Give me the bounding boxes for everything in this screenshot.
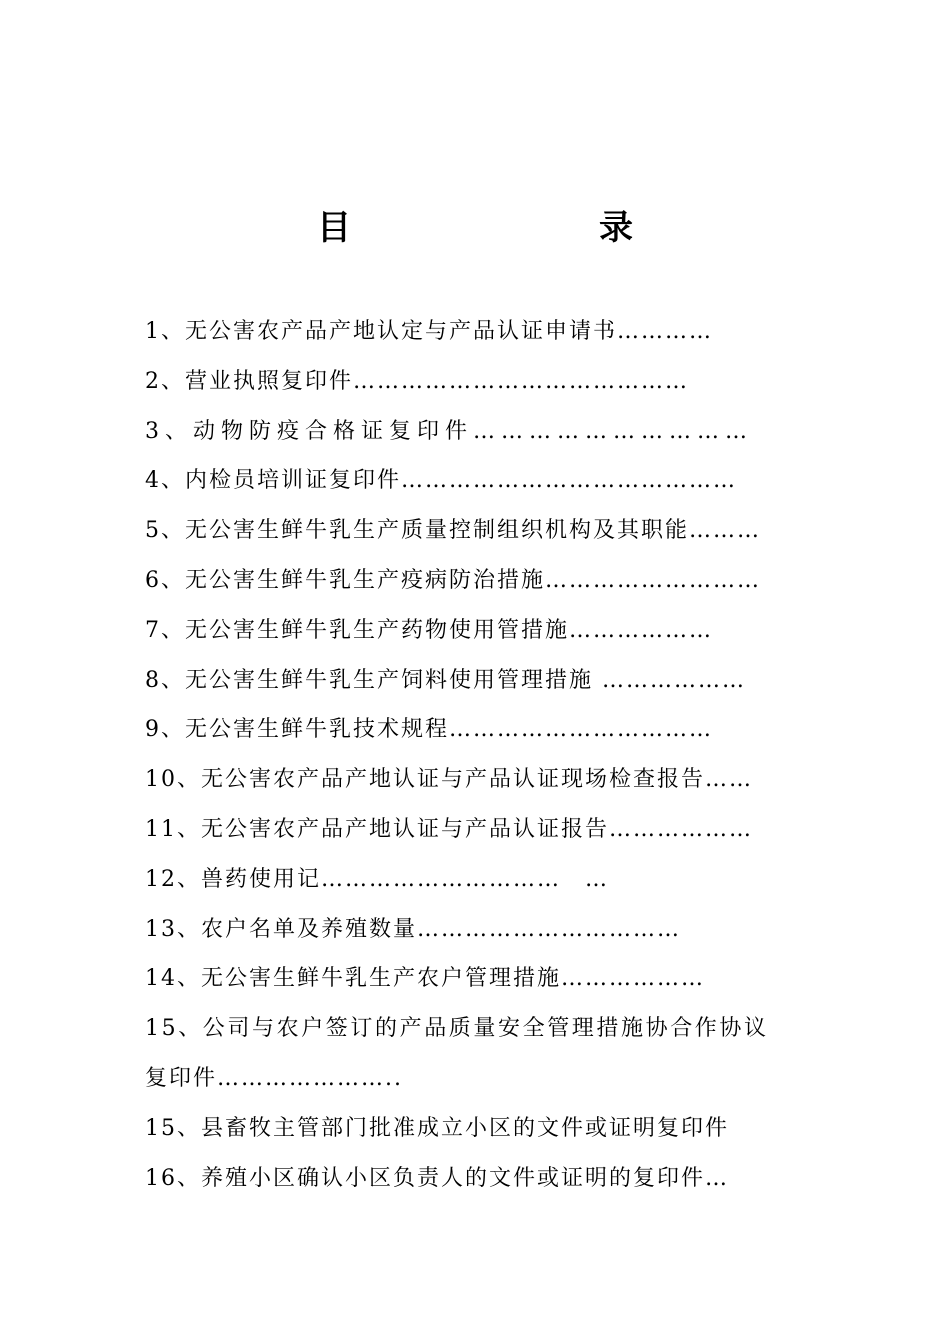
toc-item-14: 14、无公害生鲜牛乳生产农户管理措施……………… [145,966,705,992]
toc-item-6: 6、无公害生鲜牛乳生产疫病防治措施……………………… [145,567,761,593]
toc-item-10: 10、无公害农产品产地认证与产品认证现场检查报告…… [145,767,753,793]
toc-item-11: 11、无公害农产品产地认证与产品认证报告……………… [145,816,753,842]
toc-item-3: 3、动物防疫合格证复印件………………………… [145,418,753,444]
toc-item-1: 1、无公害农产品产地认定与产品认证申请书………… [145,319,713,344]
page-title: 目 录 [317,208,693,248]
toc-item-7: 7、无公害生鲜牛乳生产药物使用管措施……………… [145,617,713,643]
toc-item-9: 9、无公害生鲜牛乳技术规程…………………………… [145,717,713,743]
table-of-contents [145,307,825,1203]
toc-item-15b: 15、县畜牧主管部门批准成立小区的文件或证明复印件 [145,1115,729,1141]
toc-item-2: 2、营业执照复印件…………………………………… [145,368,689,394]
toc-item-4: 4、内检员培训证复印件…………………………………… [145,468,737,494]
toc-item-5: 5、无公害生鲜牛乳生产质量控制组织机构及其职能……… [145,518,761,544]
toc-item-16: 16、养殖小区确认小区负责人的文件或证明的复印件… [145,1165,729,1191]
toc-item-8: 8、无公害生鲜牛乳生产饲料使用管理措施 ……………… [145,667,746,693]
toc-item-15-continued: 复印件………………….. [145,1065,403,1091]
toc-item-12: 12、兽药使用记………………………… … [145,866,609,892]
toc-item-15: 15、公司与农户签订的产品质量安全管理措施协合作协议 [145,1016,769,1042]
toc-item-13: 13、农户名单及养殖数量…………………………… [145,916,681,942]
